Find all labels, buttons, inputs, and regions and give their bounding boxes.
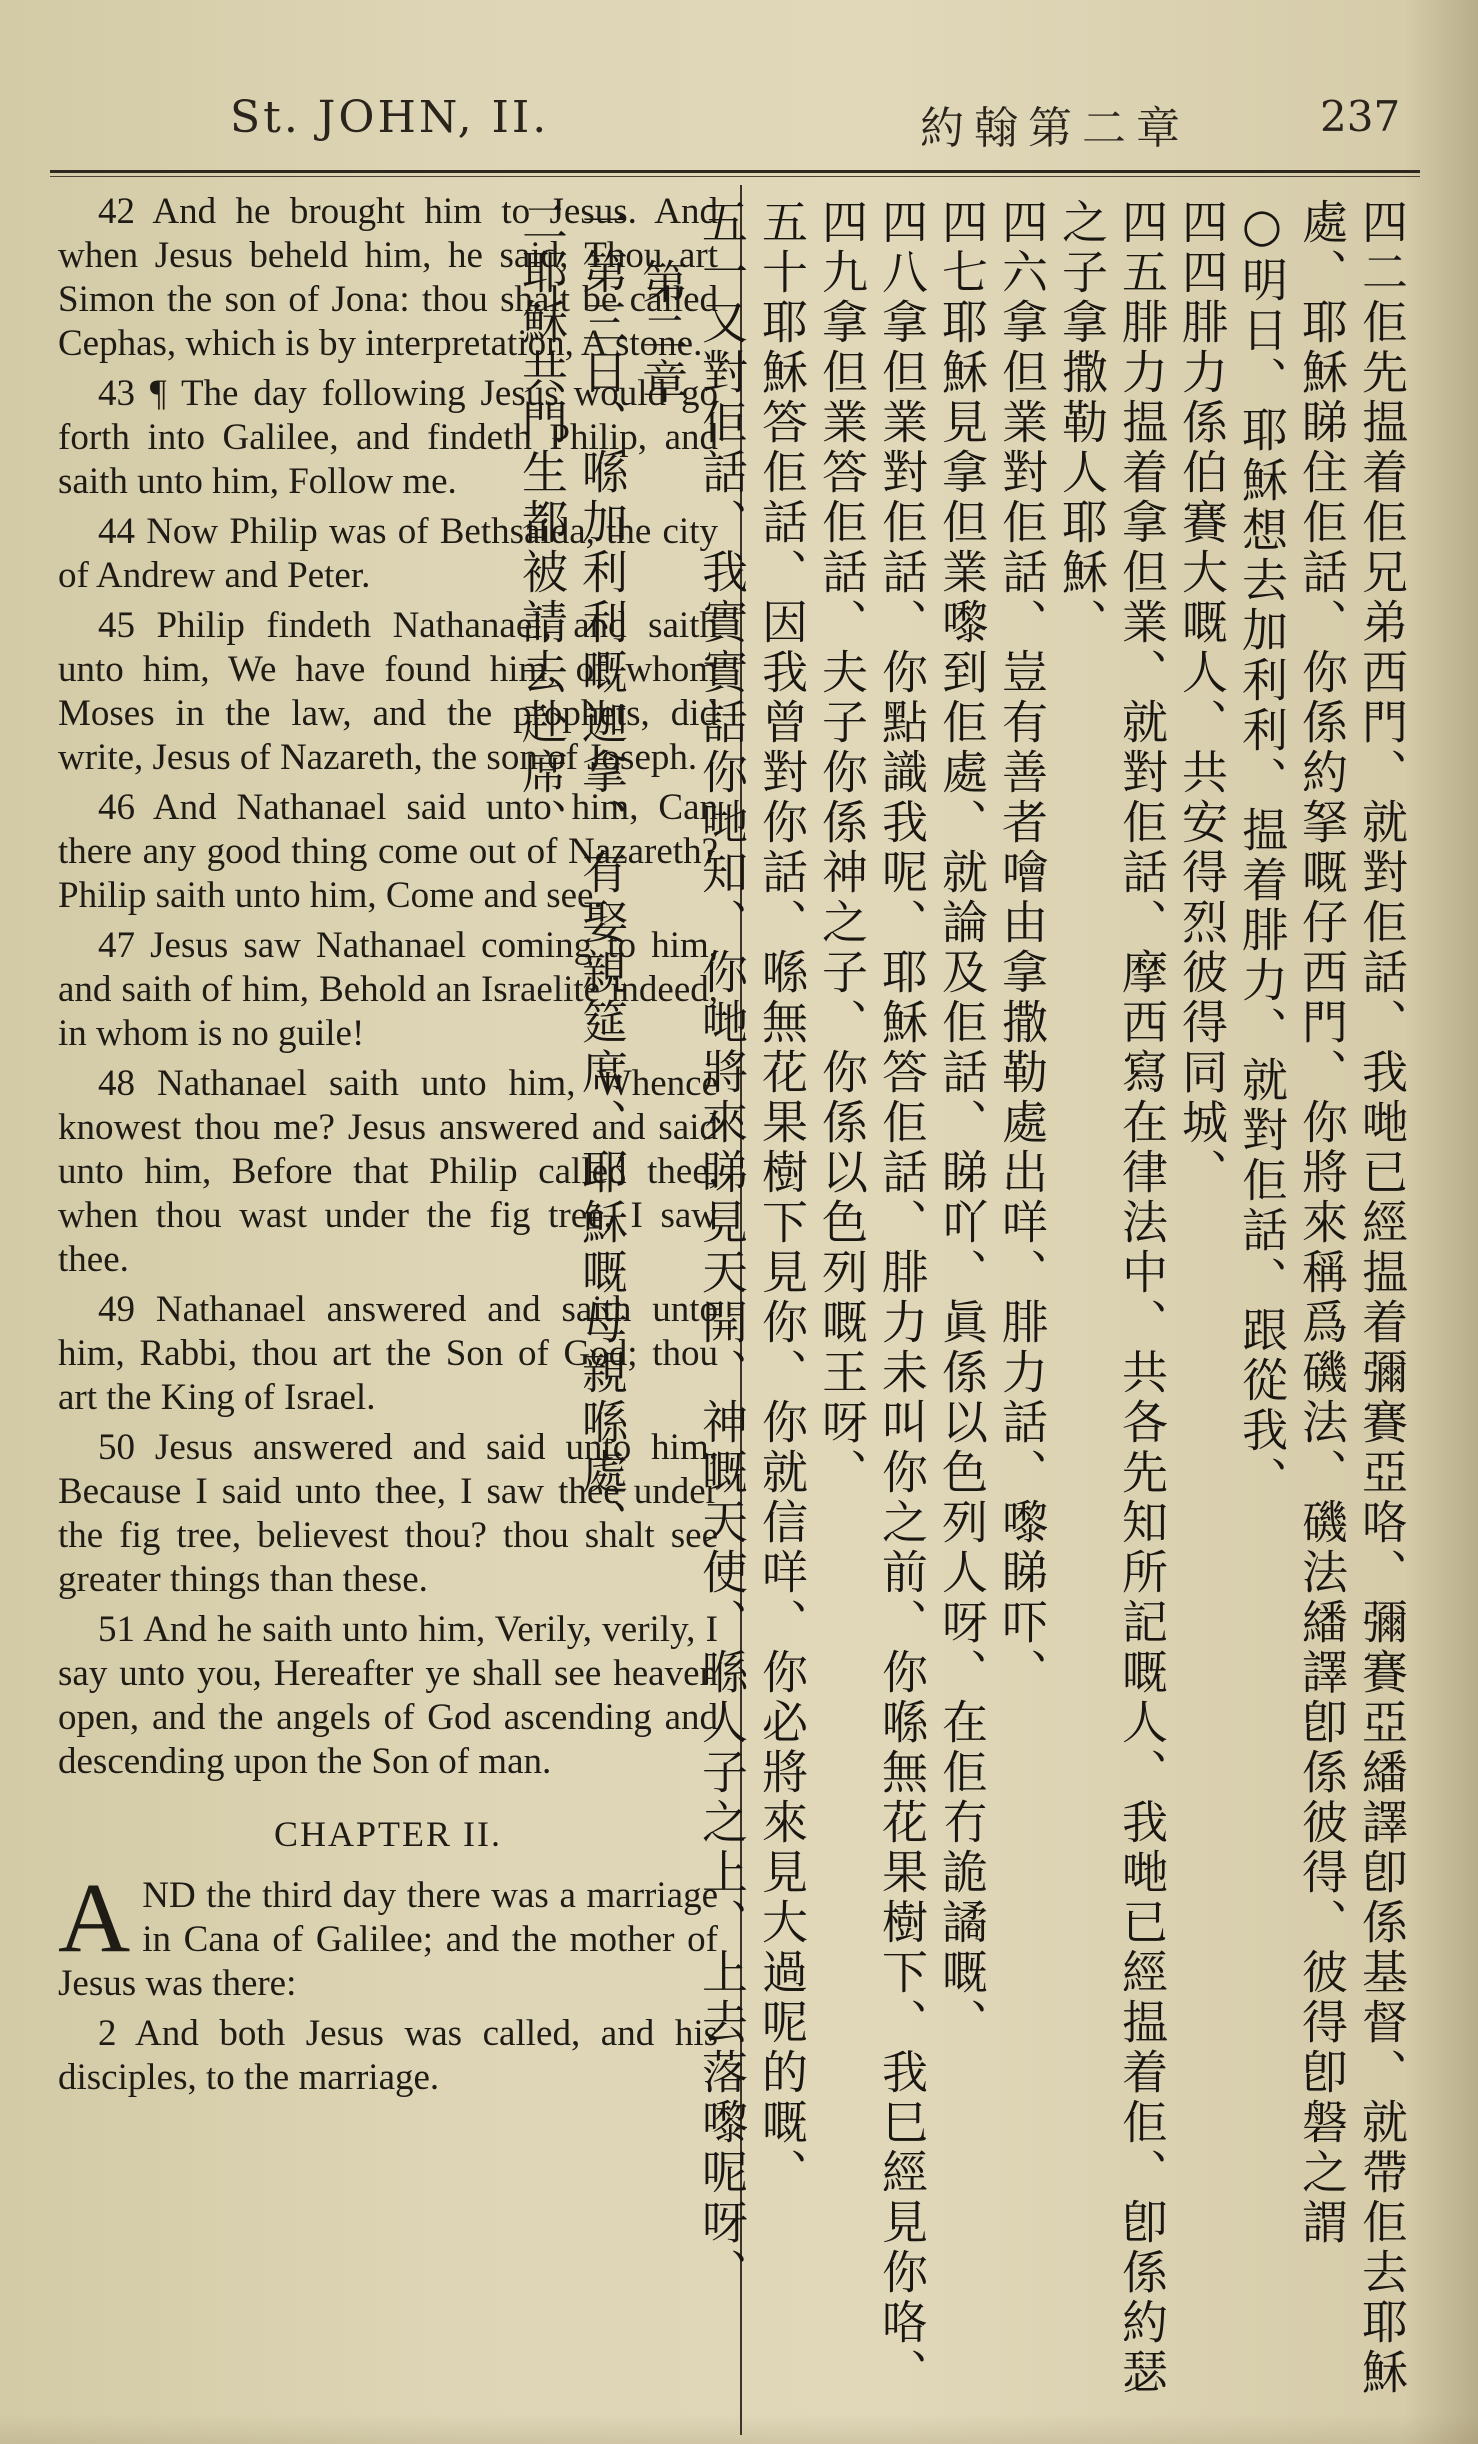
header-chinese-title: 約翰第二章 xyxy=(920,103,1190,154)
verse-43: 43 ¶ The day following Jesus would go forth into Galilee, and findeth Philip, and saith unto him, Follow me. xyxy=(58,373,718,502)
chinese-verse-49: 四九拿但業答佢話、夫子你係神之子、你係以色列嘅王呀、 xyxy=(815,198,869,1498)
chinese-verse-48: 四八拿但業對佢話、你點識我呢、耶穌答佢話、腓力未叫你之前、你喺無花果樹下、我巳經見你咯、 xyxy=(875,198,929,2398)
verse-50: 50 Jesus answered and said unto him, Because I said unto thee, I saw thee under the fig tree, believest thou? thou shalt see greater things than these. xyxy=(58,1427,718,1600)
chapter-heading: CHAPTER II. xyxy=(274,1814,502,1854)
verse-42: 42 And he brought him to Jesus. And when Jesus beheld him, he said, Thou art Simon the son of Jona: thou shalt be called Cephas, which is by interpretation, A stone. xyxy=(58,191,718,364)
chinese-verse-50: 五十耶穌答佢話、因我曾對你話、喺無花果樹下見你、你就信咩、你必將來見大過呢的嘅、 xyxy=(755,198,809,2198)
chinese-chapter2-verse-2: 二耶穌共門生都被請去赴席、 xyxy=(515,198,569,848)
drop-cap: A xyxy=(58,1862,131,1973)
header-rule-thin xyxy=(50,176,1420,177)
chinese-verse-42: 四二佢先揾着佢兄弟西門、就對佢話、我哋已經揾着彌賽亞咯、彌賽亞繙譯卽係基督、就帶佢去耶穌處、耶穌睇住佢話、你係約拏嘅仔西門、你將來稱爲磯法、磯法繙譯卽係彼得、彼得卽磐之謂 xyxy=(1295,198,1409,2398)
page-number: 237 xyxy=(1320,92,1401,141)
header-book-title: St. JOHN, II. xyxy=(230,92,550,143)
chapter2-verse-1-text: ND the third day there was a marriage in Cana of Galilee; and the mother of Jesus was there: xyxy=(58,1875,718,2004)
running-header xyxy=(0,78,1478,168)
chinese-verse-47: 四七耶穌見拿但業嚟到佢處、就論及佢話、睇吖、眞係以色列人呀、在佢冇詭譎嘅、 xyxy=(935,198,989,2048)
page-shadow xyxy=(0,2414,1478,2444)
chapter2-verse-2: 2 And both Jesus was called, and his disciples, to the marriage. xyxy=(58,2013,718,2098)
verse-49: 49 Nathanael answered and saith unto him, Rabbi, thou art the Son of God; thou art the King of Israel. xyxy=(58,1289,718,1418)
chinese-verse-46: 四六拿但業對佢話、豈有善者噲由拿撒勒處出咩、腓力話、嚟睇吓、 xyxy=(995,198,1049,1698)
chinese-verse-44: 四四腓力係伯賽大嘅人、共安得烈彼得同城、 xyxy=(1175,198,1229,1198)
chinese-chapter2-verse-1: 一第三日、喺加利利嘅迦拿、有娶親筵席、耶穌嘅母親喺處、 xyxy=(575,198,629,1548)
chinese-verse-45: 四五腓力揾着拿但業、就對佢話、摩西寫在律法中、共各先知所記嘅人、我哋已經揾着佢、卽係約瑟之子拿撒勒人耶穌、 xyxy=(1055,198,1169,2398)
header-rule xyxy=(50,170,1420,173)
chinese-column xyxy=(515,198,1412,2428)
verse-44: 44 Now Philip was of Bethsaida, the city of Andrew and Peter. xyxy=(58,511,718,596)
verse-51: 51 And he saith unto him, Verily, verily, I say unto you, Hereafter ye shall see heaven open, and the angels of God ascending and descending upon the Son of man. xyxy=(58,1609,718,1782)
chinese-verse-51: 五一又對佢話、我實實話你哋知、你哋將來睇見天開、神嘅天使、喺人子之上、上去落嚟呢呀、 xyxy=(695,198,749,2298)
verse-46: 46 And Nathanael said unto him, Can there any good thing come out of Nazareth? Philip saith unto him, Come and see. xyxy=(58,787,718,916)
verse-48: 48 Nathanael saith unto him, Whence knowest thou me? Jesus answered and said unto him, Before that Philip called thee, when thou wast under the fig tree, I saw thee. xyxy=(58,1063,718,1280)
chinese-chapter-heading: 第二章 xyxy=(635,258,689,408)
verse-45: 45 Philip findeth Nathanael, and saith unto him, We have found him, of whom Moses in the law, and the prophets, did write, Jesus of Nazareth, the son of Joseph. xyxy=(58,605,718,778)
chinese-verse-43: ○明日、耶穌想去加利利、揾着腓力、就對佢話、跟從我、 xyxy=(1235,198,1289,1506)
verse-47: 47 Jesus saw Nathanael coming to him, and saith of him, Behold an Israelite indeed, in whom is no guile! xyxy=(58,925,718,1054)
